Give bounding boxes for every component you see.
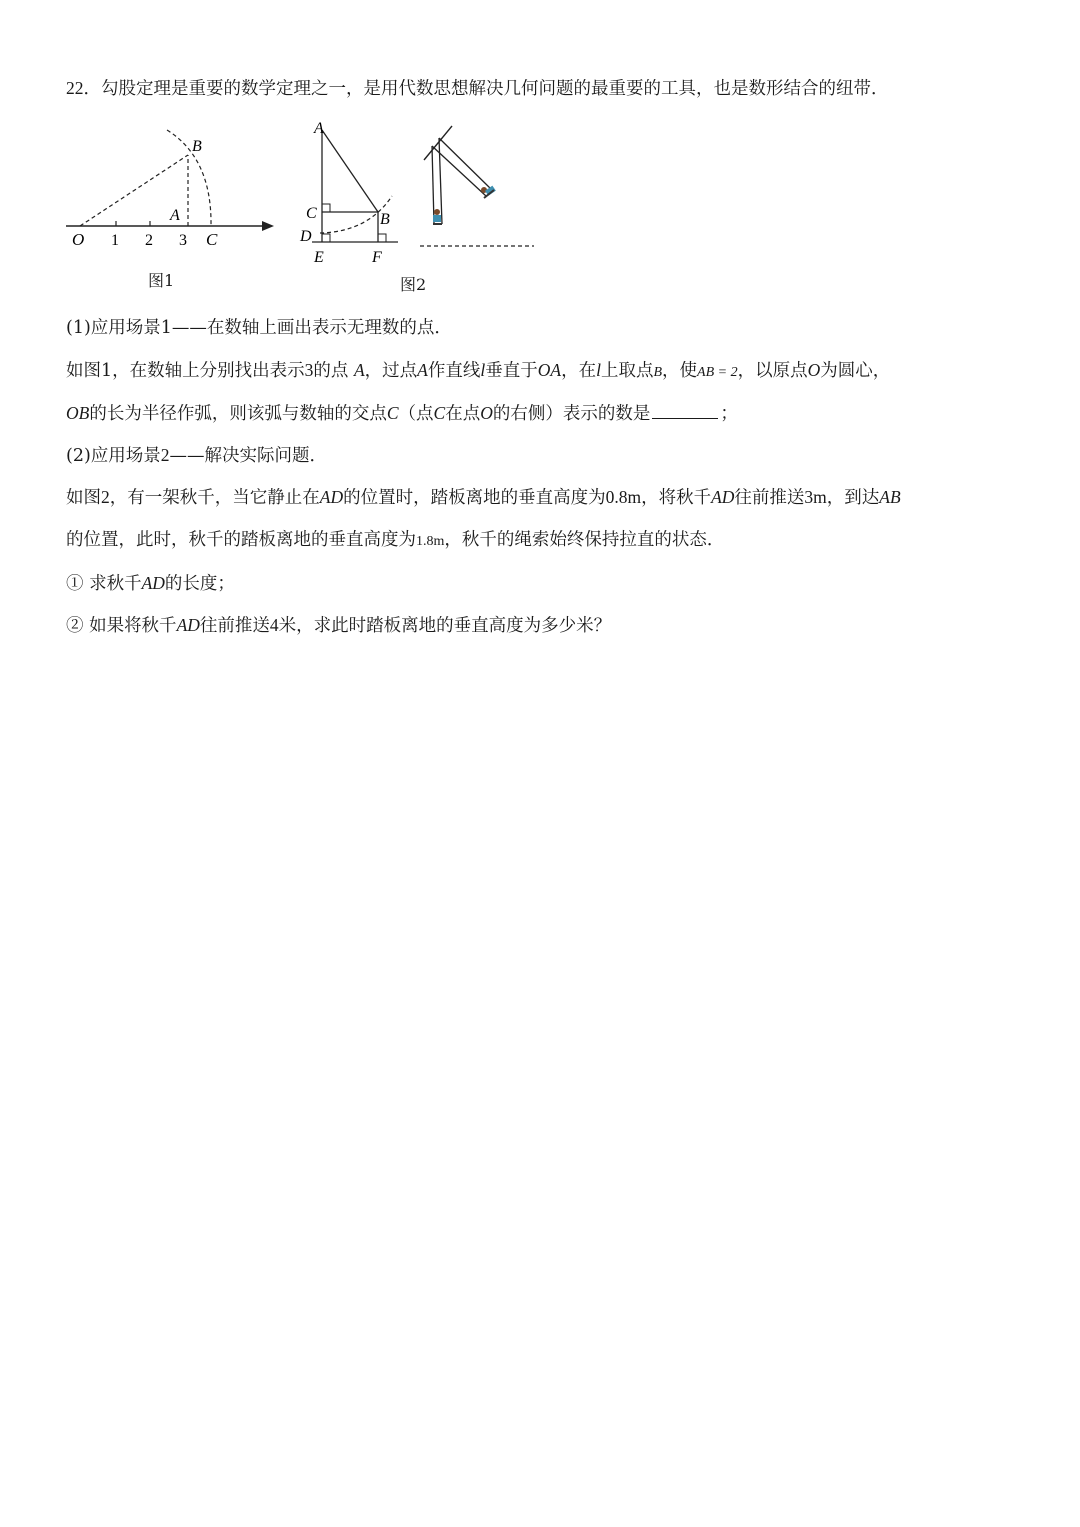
right-angle-E bbox=[322, 234, 330, 242]
child-resting-icon bbox=[433, 209, 442, 224]
label-O: O bbox=[72, 230, 85, 249]
label-D: D bbox=[300, 228, 312, 245]
label-C: C bbox=[306, 205, 317, 222]
label-F: F bbox=[372, 249, 382, 266]
figure-2-diagram bbox=[290, 112, 410, 272]
intro-text: 勾股定理是重要的数学定理之一，是用代数思想解决几何问题的最重要的工具，也是数形结合的纽带． bbox=[101, 79, 889, 99]
part1-line-3: OB的长为半径作弧，则该弧与数轴的交点C（点C在点O的右侧）表示的数是 ； bbox=[66, 400, 738, 426]
child-swinging-icon bbox=[481, 186, 496, 198]
label-B: B bbox=[192, 138, 202, 155]
rope-rest-1 bbox=[432, 146, 434, 224]
label-2: 2 bbox=[145, 232, 153, 249]
right-angle-F bbox=[378, 234, 386, 242]
label-C: C bbox=[206, 230, 218, 249]
answer-blank[interactable] bbox=[652, 400, 718, 419]
rope-push-2 bbox=[439, 138, 492, 190]
question-1: ① 求秋千AD的长度； bbox=[66, 573, 235, 594]
part1-heading: (1)应用场景1——在数轴上画出表示无理数的点． bbox=[66, 318, 452, 338]
axis-arrow bbox=[262, 221, 274, 231]
label-3: 3 bbox=[179, 232, 187, 249]
figure-2-caption: 图2 bbox=[400, 275, 427, 294]
label-A: A bbox=[170, 207, 180, 224]
part2-line-2: 如图2，有一架秋千，当它静止在AD的位置时，踏板离地的垂直高度为0.8m，将秋千AD往前推送3m，到达AB bbox=[66, 487, 901, 508]
part2-heading: (2)应用场景2——解决实际问题． bbox=[66, 445, 328, 466]
part2-line-3: 的位置，此时，秋千的踏板离地的垂直高度为1.8m，秋千的绳索始终保持拉直的状态． bbox=[66, 530, 725, 550]
segment-AB bbox=[322, 130, 378, 212]
swing-frame bbox=[424, 126, 452, 160]
problem-number: 22． bbox=[66, 78, 101, 98]
label-1: 1 bbox=[111, 232, 119, 249]
figure-1-caption: 图1 bbox=[148, 271, 175, 290]
part1-line-2: 如图1，在数轴上分别找出表示3的点 A，过点A作直线l垂直于OA，在l上取点B，使AB = 2，以原点O为圆心， bbox=[66, 360, 891, 381]
right-angle-C bbox=[322, 204, 330, 212]
label-E: E bbox=[314, 249, 324, 266]
question-2: ② 如果将秋千AD往前推送4米，求此时踏板离地的垂直高度为多少米？ bbox=[66, 615, 612, 636]
label-B: B bbox=[380, 211, 390, 228]
figure-1-number-line bbox=[60, 118, 290, 298]
label-A: A bbox=[314, 120, 324, 137]
swing-illustration bbox=[412, 124, 542, 254]
problem-intro bbox=[66, 76, 889, 101]
